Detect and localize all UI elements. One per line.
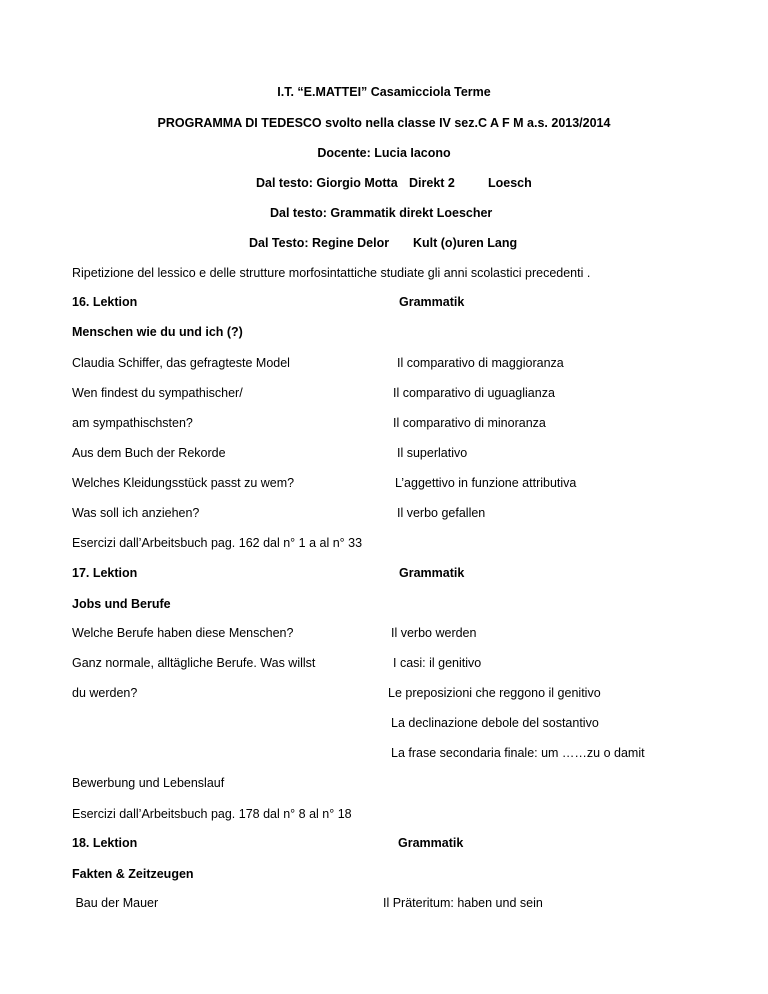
table-row-right: Il superlativo (397, 446, 468, 460)
book3-title: Kult (o)uren Lang (413, 236, 518, 250)
book1-title: Direkt 2 (409, 176, 455, 190)
book2-line: Dal testo: Grammatik direkt Loescher (270, 206, 493, 220)
table-row-left: am sympathischsten? (72, 416, 193, 430)
lektion17-grammar-heading: Grammatik (399, 566, 465, 580)
table-row-right: Il comparativo di maggioranza (397, 356, 564, 370)
table-row-right: Il verbo gefallen (397, 506, 486, 520)
table-row-right: Il Präteritum: haben und sein (383, 896, 543, 910)
lektion16-topic: Menschen wie du und ich (?) (72, 325, 243, 339)
table-row-right: L’aggettivo in funzione attributiva (395, 476, 577, 490)
table-row-left: Aus dem Buch der Rekorde (72, 446, 226, 460)
table-row-right: Le preposizioni che reggono il genitivo (388, 686, 601, 700)
lektion16-heading: 16. Lektion (72, 295, 138, 309)
table-row-right: Il verbo werden (391, 626, 477, 640)
table-row-left: Welches Kleidungsstück passt zu wem? (72, 476, 295, 490)
table-row-right: La frase secondaria finale: um ……zu o damit (391, 746, 645, 760)
school-title: I.T. “E.MATTEI” Casamicciola Terme (277, 85, 491, 99)
table-row-right: Il comparativo di minoranza (393, 416, 546, 430)
program-title: PROGRAMMA DI TEDESCO svolto nella classe IV sez.C A F M a.s. 2013/2014 (157, 116, 611, 130)
lektion16-exercises: Esercizi dall’Arbeitsbuch pag. 162 dal n° 1 a al n° 33 (72, 536, 363, 550)
lektion16-grammar-heading: Grammatik (399, 295, 465, 309)
table-row-right: Il comparativo di uguaglianza (393, 386, 555, 400)
table-row-left: Bau der Mauer (72, 896, 159, 910)
table-row-left: Was soll ich anziehen? (72, 506, 200, 520)
intro-text: Ripetizione del lessico e delle strutture morfosintattiche studiate gli anni scolastici precedenti . (72, 266, 591, 280)
lektion18-grammar-heading: Grammatik (398, 836, 464, 850)
lektion18-topic: Fakten & Zeitzeugen (72, 867, 194, 881)
table-row-right: I casi: il genitivo (393, 656, 482, 670)
book3-label: Dal Testo: Regine Delor (249, 236, 390, 250)
lektion18-heading: 18. Lektion (72, 836, 138, 850)
teacher-line: Docente: Lucia Iacono (317, 146, 451, 160)
lektion17-exercises: Esercizi dall’Arbeitsbuch pag. 178 dal n° 8 al n° 18 (72, 807, 352, 821)
lektion17-topic: Jobs und Berufe (72, 597, 171, 611)
book1-publisher: Loesch (488, 176, 532, 190)
table-row-left: Wen findest du sympathischer/ (72, 386, 243, 400)
table-row-left: Ganz normale, alltägliche Berufe. Was willst (72, 656, 316, 670)
book1-label: Dal testo: Giorgio Motta (256, 176, 398, 190)
lektion17-extra: Bewerbung und Lebenslauf (72, 776, 225, 790)
lektion17-heading: 17. Lektion (72, 566, 138, 580)
table-row-left: du werden? (72, 686, 138, 700)
table-row-left: Welche Berufe haben diese Menschen? (72, 626, 294, 640)
table-row-left: Claudia Schiffer, das gefragteste Model (72, 356, 290, 370)
table-row-right: La declinazione debole del sostantivo (391, 716, 599, 730)
